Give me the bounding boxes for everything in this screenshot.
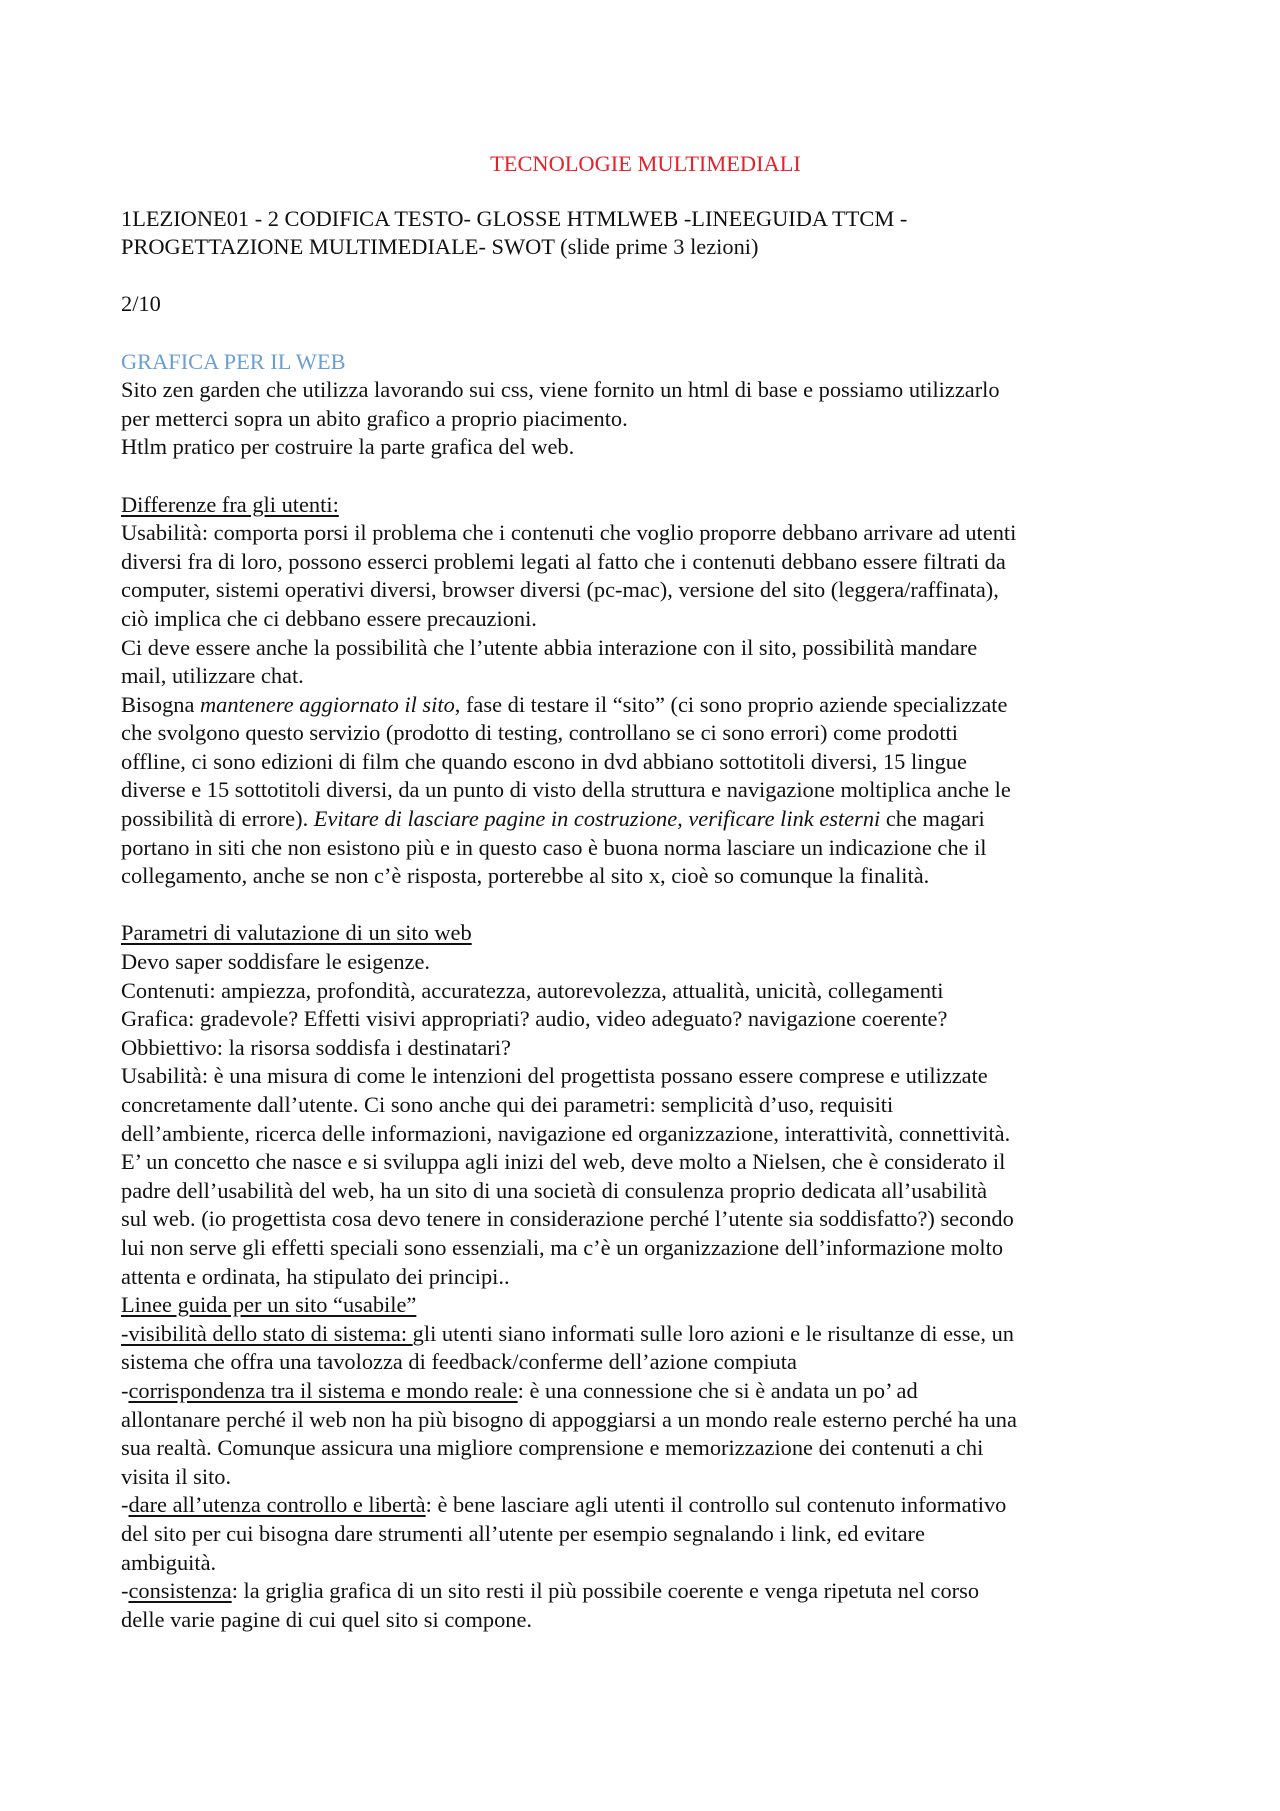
text-line: diversi fra di loro, possono esserci problemi legati al fatto che i contenuti debbano essere filtrati da [121, 548, 1006, 574]
guideline-term: corrispondenza tra il sistema e mondo reale [128, 1377, 518, 1403]
text-line: Obbiettivo: la risorsa soddisfa i destinatari? [121, 1034, 511, 1060]
text-line: Htlm pratico per costruire la parte grafica del web. [121, 434, 575, 460]
text-line: Usabilità: comporta porsi il problema che i contenuti che voglio proporre debbano arrivare ad utenti [121, 520, 1017, 546]
text-line: attenta e ordinata, ha stipulato dei principi.. [121, 1263, 510, 1289]
text-run: - [121, 1578, 129, 1604]
text-line: dell’ambiente, ricerca delle informazioni, navigazione ed organizzazione, interattività, connettività. [121, 1120, 1011, 1146]
text-run: , fase di testare il “sito” (ci sono proprio aziende specializzate [454, 691, 1008, 717]
text-line: Sito zen garden che utilizza lavorando sui css, viene fornito un html di base e possiamo utilizzarlo [121, 377, 1000, 403]
params-section [121, 919, 1170, 1291]
guideline-term: -visibilità dello stato di sistema: [121, 1320, 413, 1346]
text-run: gli utenti siano informati sulle loro azioni e le risultanze di esse, un [412, 1320, 1014, 1346]
document-title: TECNOLOGIE MULTIMEDIALI [490, 151, 801, 176]
text-line: E’ un concetto che nasce e si sviluppa agli inizi del web, deve molto a Nielsen, che è considerato il [121, 1149, 1006, 1175]
text-run: : la griglia grafica di un sito resti il più possibile coerente e venga ripetuta nel corso [231, 1578, 980, 1604]
text-line: sistema che offra una tavolozza di feedback/conferme dell’azione compiuta [121, 1349, 797, 1375]
text-line: per metterci sopra un abito grafico a proprio piacimento. [121, 405, 628, 431]
differences-section [121, 491, 1170, 891]
text-run: Bisogna [121, 691, 200, 717]
text-run: : è una connessione che si è andata un po’ ad [517, 1377, 918, 1403]
text-line: delle varie pagine di cui quel sito si compone. [121, 1606, 533, 1632]
text-run: - [121, 1492, 129, 1518]
text-line [121, 691, 1170, 720]
text-line: mail, utilizzare chat. [121, 663, 304, 689]
text-run: possibilità di errore). [121, 806, 314, 832]
guideline-term: dare all’utenza controllo e libertà [128, 1492, 426, 1518]
text-line: visita il sito. [121, 1463, 232, 1489]
text-line: collegamento, anche se non c’è risposta, porterebbe al sito x, cioè so comunque la finalità. [121, 863, 930, 889]
guideline-item [121, 1377, 1170, 1406]
text-line: portano in siti che non esistono più e in questo caso è buona norma lasciare un indicazione che il [121, 834, 987, 860]
text-run: - [121, 1377, 129, 1403]
guideline-item [121, 1577, 1170, 1606]
lesson-header-line: PROGETTAZIONE MULTIMEDIALE- SWOT (slide prime 3 lezioni) [121, 234, 759, 260]
text-line: Ci deve essere anche la possibilità che l’utente abbia interazione con il sito, possibilità mandare [121, 634, 978, 660]
text-line: sua realtà. Comunque assicura una migliore comprensione e memorizzazione dei contenuti a chi [121, 1435, 984, 1461]
lesson-date: 2/10 [121, 291, 161, 317]
text-line: concretamente dall’utente. Ci sono anche qui dei parametri: semplicità d’uso, requisiti [121, 1092, 894, 1117]
text-line: sul web. (io progettista cosa devo tenere in considerazione perché l’utente sia soddisfatto?) secondo [121, 1206, 1014, 1232]
text-line: allontanare perché il web non ha più bisogno di appoggiarsi a un mondo reale esterno perché ha una [121, 1406, 1017, 1432]
text-line: Grafica: gradevole? Effetti visivi appropriati? audio, video adeguato? navigazione coerente? [121, 1006, 948, 1032]
text-line: padre dell’usabilità del web, ha un sito di una società di consulenza proprio dedicata all’usabilità [121, 1177, 988, 1203]
text-line: che svolgono questo servizio (prodotto di testing, controllano se ci sono errori) come prodotti [121, 720, 958, 746]
text-line: offline, ci sono edizioni di film che quando escono in dvd abbiano sottotitoli diversi, 15 lingue [121, 748, 967, 774]
differences-heading: Differenze fra gli utenti: [121, 491, 339, 517]
params-heading: Parametri di valutazione di un sito web [121, 920, 472, 946]
guidelines-section [121, 1291, 1170, 1634]
guidelines-heading: Linee guida per un sito “usabile” [121, 1292, 417, 1318]
text-line: ambiguità. [121, 1549, 217, 1575]
text-run: : è bene lasciare agli utenti il controllo sul contenuto informativo [425, 1492, 1007, 1518]
italic-text: mantenere aggiornato il sito [200, 691, 455, 717]
lesson-header-line: 1LEZIONE01 - 2 CODIFICA TESTO- GLOSSE HTMLWEB -LINEEGUIDA TTCM - [121, 205, 908, 231]
lesson-header [121, 205, 1170, 262]
text-line: diverse e 15 sottotitoli diversi, da un punto di visto della struttura e navigazione moltiplica anche le [121, 777, 1011, 803]
text-line: Contenuti: ampiezza, profondità, accuratezza, autorevolezza, attualità, unicità, collegamenti [121, 977, 944, 1003]
text-line: Devo saper soddisfare le esigenze. [121, 949, 430, 975]
text-line: computer, sistemi operativi diversi, browser diversi (pc-mac), versione del sito (leggera/raffinata), [121, 577, 999, 603]
guideline-item [121, 1320, 1170, 1349]
intro-paragraph [121, 376, 1170, 462]
section-heading: GRAFICA PER IL WEB [121, 348, 346, 374]
text-run: che magari [880, 806, 985, 832]
italic-text: Evitare di lasciare pagine in costruzione, verificare link esterni [313, 806, 881, 832]
text-line: del sito per cui bisogna dare strumenti all’utente per esempio segnalando i link, ed evitare [121, 1520, 925, 1546]
guideline-term: consistenza [128, 1578, 232, 1604]
text-line: Usabilità: è una misura di come le intenzioni del progettista possano essere comprese e utilizzate [121, 1063, 988, 1089]
text-line: ciò implica che ci debbano essere precauzioni. [121, 605, 537, 631]
text-line [121, 805, 1170, 834]
text-line: lui non serve gli effetti speciali sono essenziali, ma c’è un organizzazione dell’informazione molto [121, 1234, 1004, 1260]
guideline-item [121, 1491, 1170, 1520]
